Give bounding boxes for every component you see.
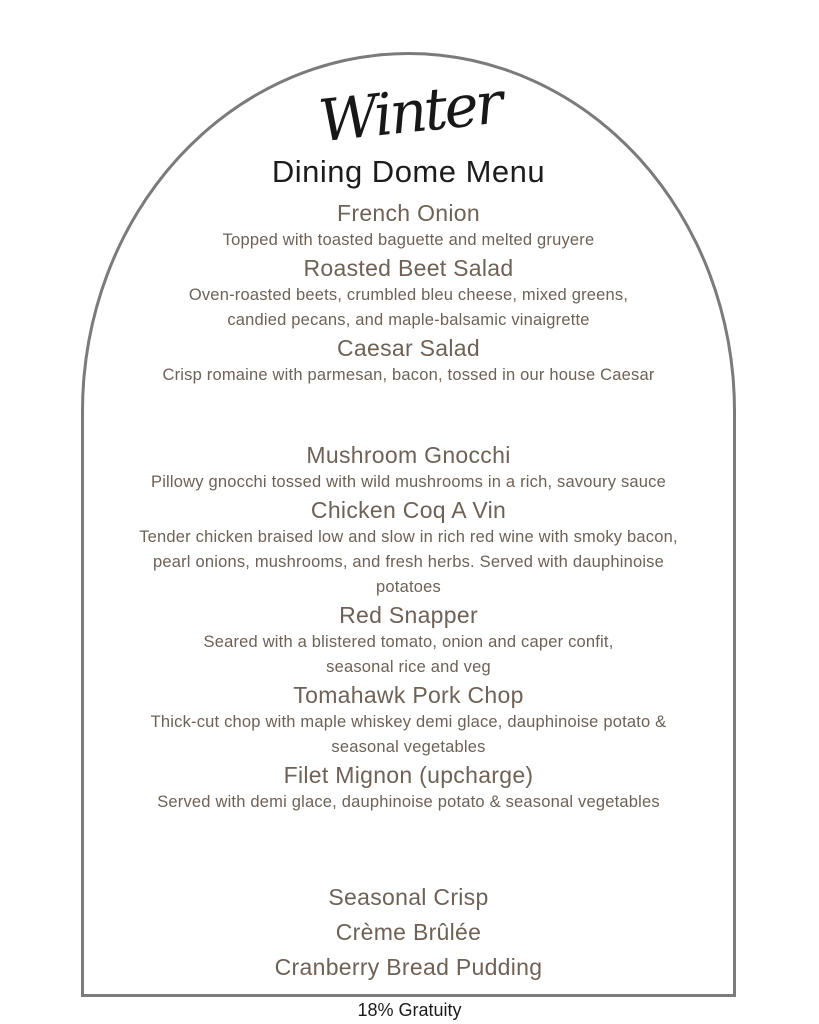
menu-content [81,52,736,985]
item-description-line: Topped with toasted baguette and melted gruyere [222,231,595,249]
item-description-line: candied pecans, and maple-balsamic vinaigrette [227,311,590,329]
item-name: Cranberry Bread Pudding [274,954,543,980]
item-name: Mushroom Gnocchi [306,442,511,468]
menu-item [81,950,736,985]
item-description-line: Served with demi glace, dauphinoise potato & seasonal vegetables [157,793,660,811]
item-name: Roasted Beet Salad [303,255,514,281]
menu-item [81,440,736,495]
mains-section [81,440,736,815]
menu-item [81,880,736,915]
item-description-line: Crisp romaine with parmesan, bacon, tossed in our house Caesar [162,366,655,384]
menu-item [81,915,736,950]
item-name: Crème Brûlée [335,919,482,945]
item-description-line: Oven-roasted beets, crumbled bleu cheese, mixed greens, [188,286,629,304]
menu-item [81,600,736,680]
season-script-title: Winter [315,68,504,156]
item-name: Filet Mignon (upcharge) [283,762,534,788]
menu-item [81,680,736,760]
menu-item [81,760,736,815]
item-description-line: potatoes [376,578,441,596]
item-description-line: Tender chicken braised low and slow in rich red wine with smoky bacon, [139,528,678,546]
menu-item [81,198,736,253]
starters-section [81,198,736,388]
item-description-line: seasonal vegetables [331,738,486,756]
item-description-line: Pillowy gnocchi tossed with wild mushrooms in a rich, savoury sauce [150,473,667,491]
menu-item [81,495,736,600]
item-name: Tomahawk Pork Chop [293,682,524,708]
item-name: Red Snapper [339,602,478,628]
item-description-line: Thick-cut chop with maple whiskey demi glace, dauphinoise potato & [150,713,667,731]
item-name: Seasonal Crisp [328,884,489,910]
item-name: Chicken Coq A Vin [310,497,507,523]
item-name: French Onion [337,200,480,226]
gratuity-note: 18% Gratuity [357,1000,462,1020]
item-description-line: Seared with a blistered tomato, onion and caper confit, [203,633,614,651]
menu-item [81,253,736,333]
menu-item [81,333,736,388]
menu-title: Dining Dome Menu [271,154,546,189]
item-description-line: seasonal rice and veg [326,658,491,676]
item-name: Caesar Salad [337,335,480,361]
item-description-line: pearl onions, mushrooms, and fresh herbs. Served with dauphinoise [152,553,665,571]
desserts-section [81,880,736,985]
